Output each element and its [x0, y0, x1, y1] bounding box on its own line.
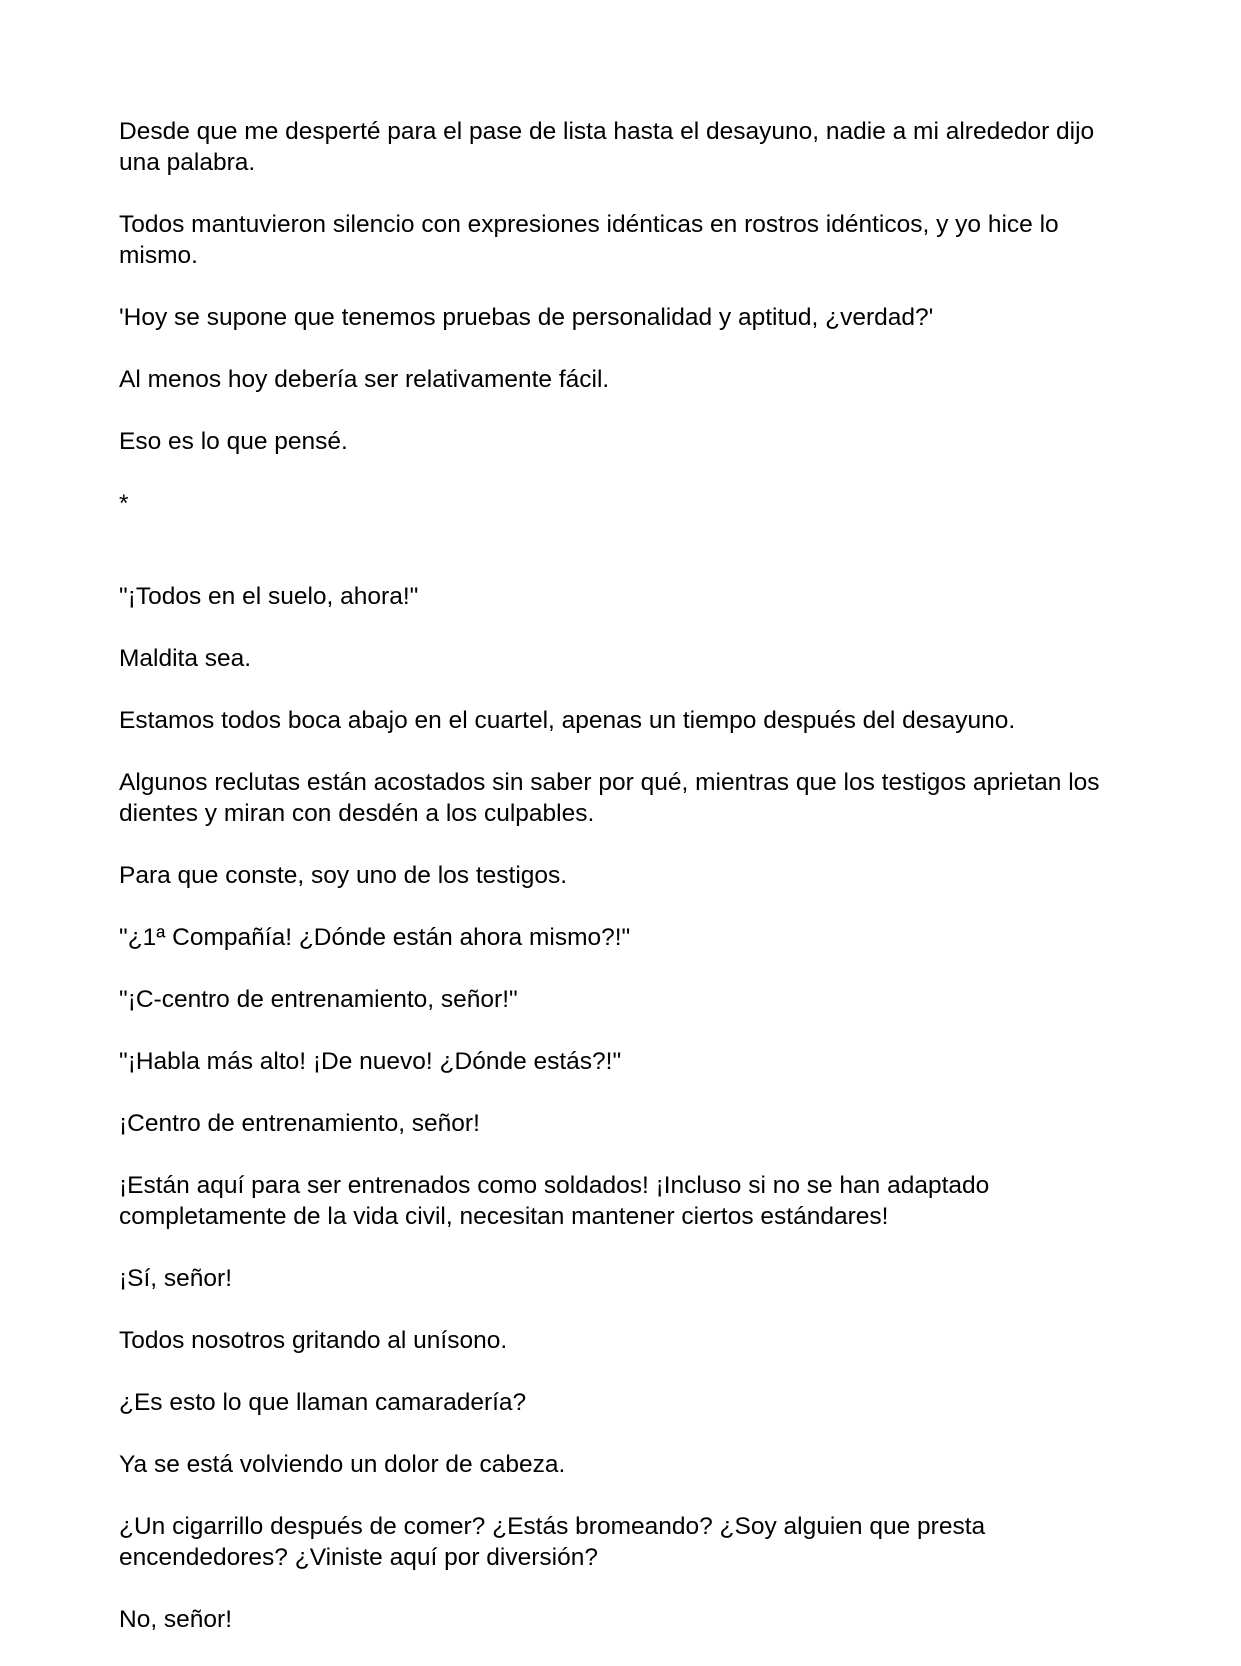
paragraph-10: Algunos reclutas están acostados sin saber por qué, mientras que los testigos aprietan los dientes y miran con desdén a los culpables.	[119, 769, 1100, 827]
paragraph-21: ¿Un cigarrillo después de comer? ¿Estás bromeando? ¿Soy alguien que presta encendedores? ¿Viniste aquí por diversión?	[119, 1513, 986, 1571]
paragraph-16: ¡Están aquí para ser entrenados como soldados! ¡Incluso si no se han adaptado completamente de la vida civil, necesitan mantener ciertos estándares!	[119, 1172, 990, 1230]
paragraph-12: "¿1ª Compañía! ¿Dónde están ahora mismo?!"	[119, 924, 631, 951]
paragraph-22: No, señor!	[119, 1606, 233, 1633]
paragraph-9: Estamos todos boca abajo en el cuartel, apenas un tiempo después del desayuno.	[119, 707, 1016, 734]
paragraph-15: ¡Centro de entrenamiento, señor!	[119, 1110, 480, 1137]
paragraph-3: 'Hoy se supone que tenemos pruebas de personalidad y aptitud, ¿verdad?'	[119, 304, 934, 331]
paragraph-18: Todos nosotros gritando al unísono.	[119, 1327, 508, 1354]
paragraph-7: "¡Todos en el suelo, ahora!"	[119, 583, 419, 610]
paragraph-17: ¡Sí, señor!	[119, 1265, 233, 1292]
paragraph-19: ¿Es esto lo que llaman camaradería?	[119, 1389, 527, 1416]
paragraph-20: Ya se está volviendo un dolor de cabeza.	[119, 1451, 566, 1478]
paragraph-13: "¡C-centro de entrenamiento, señor!"	[119, 986, 518, 1013]
scene-separator: *	[119, 490, 129, 517]
paragraph-11: Para que conste, soy uno de los testigos.	[119, 862, 568, 889]
paragraph-5: Eso es lo que pensé.	[119, 428, 348, 455]
paragraph-2: Todos mantuvieron silencio con expresiones idénticas en rostros idénticos, y yo hice lo mismo.	[119, 211, 1059, 269]
paragraph-1: Desde que me desperté para el pase de lista hasta el desayuno, nadie a mi alrededor dijo una palabra.	[119, 118, 1095, 176]
paragraph-4: Al menos hoy debería ser relativamente fácil.	[119, 366, 610, 393]
document-body	[119, 116, 1129, 1666]
paragraph-14: "¡Habla más alto! ¡De nuevo! ¿Dónde estás?!"	[119, 1048, 622, 1075]
paragraph-8: Maldita sea.	[119, 645, 252, 672]
